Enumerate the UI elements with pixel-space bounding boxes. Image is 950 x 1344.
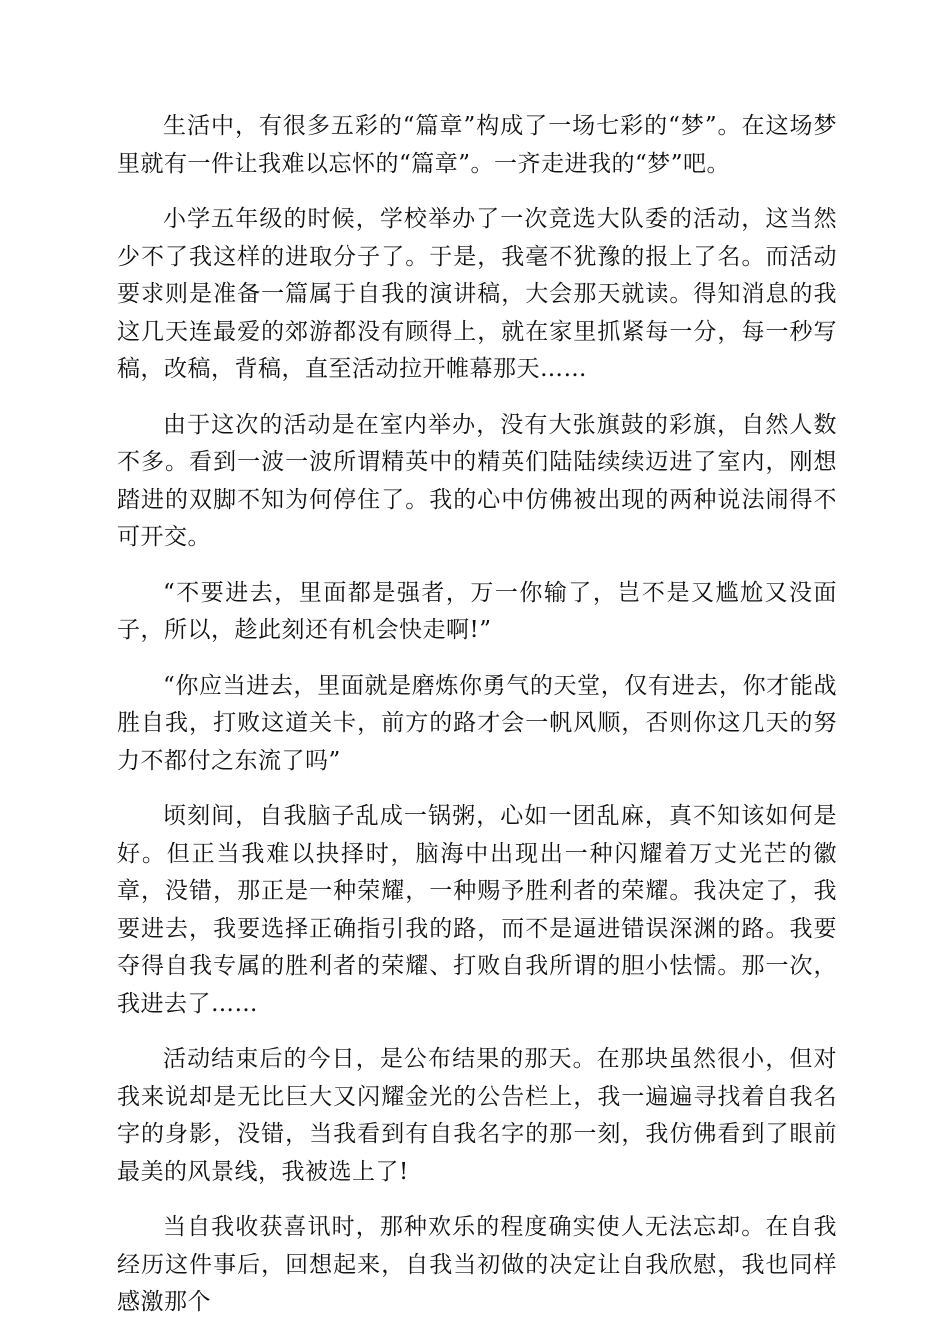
paragraph-2: 小学五年级的时候，学校举办了一次竞选大队委的活动，这当然少不了我这样的进取分子了。于是，我毫不犹豫的报上了名。而活动要求则是准备一篇属于自我的演讲稿，大会那天就读。得知消息的我这几天连最爱的郊游都没有顾得上，就在家里抓紧每一分，每一秒写稿，改稿，背稿，直至活动拉开帷幕那天……: [117, 206, 837, 382]
paragraph-4: “不要进去，里面都是强者，万一你输了，岂不是又尴尬又没面子，所以，趁此刻还有机会快走啊!”: [117, 579, 837, 643]
essay-body: [117, 108, 837, 1340]
paragraph-5: “你应当进去，里面就是磨炼你勇气的天堂，仅有进去，你才能战胜自我，打败这道关卡，前方的路才会一帆风顺，否则你这几天的努力不都付之东流了吗”: [117, 672, 837, 774]
paragraph-8: 当自我收获喜讯时，那种欢乐的程度确实使人无法忘却。在自我经历这件事后，回想起来，自我当初做的决定让自我欣慰，我也同样感激那个: [117, 1214, 837, 1315]
paragraph-6: 顷刻间，自我脑子乱成一锅粥，心如一团乱麻，真不知该如何是好。但正当我难以抉择时，脑海中出现出一种闪耀着万丈光芒的徽章，没错，那正是一种荣耀，一种赐予胜利者的荣耀。我决定了，我要进去，我要选择正确指引我的路，而不是逼进错误深渊的路。我要夺得自我专属的胜利者的荣耀、打败自我所谓的胆小怯懦。那一次，我进去了……: [117, 803, 837, 1017]
paragraph-7: 活动结束后的今日，是公布结果的那天。在那块虽然很小，但对我来说却是无比巨大又闪耀金光的公告栏上，我一遍遍寻找着自我名字的身影，没错，当我看到有自我名字的那一刻，我仿佛看到了眼前最美的风景线，我被选上了!: [117, 1046, 837, 1185]
paragraph-3: 由于这次的活动是在室内举办，没有大张旗鼓的彩旗，自然人数不多。看到一波一波所谓精英中的精英们陆陆续续迈进了室内，刚想踏进的双脚不知为何停住了。我的心中仿佛被出现的两种说法闹得不可开交。: [117, 411, 837, 550]
paragraph-1: 生活中，有很多五彩的“篇章”构成了一场七彩的“梦”。在这场梦里就有一件让我难以忘怀的“篇章”。一齐走进我的“梦”吧。: [117, 113, 837, 177]
